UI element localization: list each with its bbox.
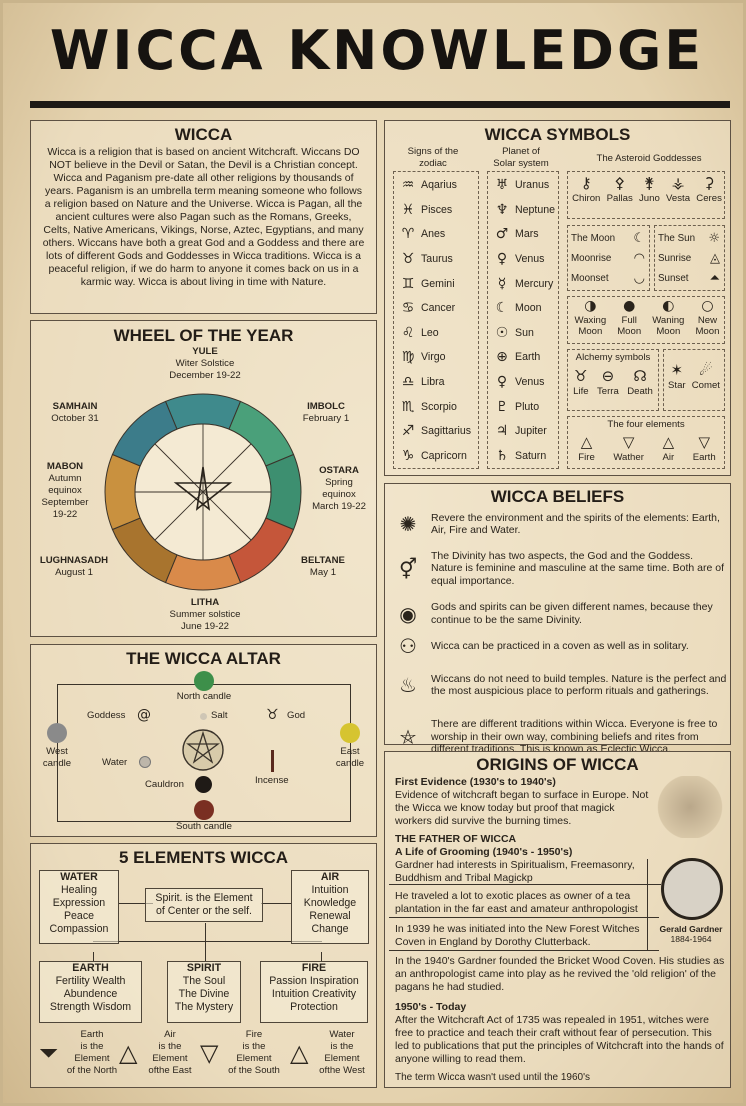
planet-item <box>491 370 559 395</box>
fire-triangle-icon: ▽ <box>200 1039 219 1067</box>
planet-item-label: Earth <box>515 351 541 364</box>
origins-section <box>384 751 731 1088</box>
sun-item <box>658 248 723 268</box>
sun-item-icon: ⏶ <box>709 270 720 286</box>
planet-item-label: Mars <box>515 228 539 241</box>
wicca-heading: WICCA <box>174 125 233 144</box>
element-symbol-item-label: Fire <box>578 452 595 463</box>
air-east-text: Air is the Element ofthe East <box>148 1029 192 1076</box>
symbols-section <box>384 120 731 476</box>
moon-item-label: Moonrise <box>571 252 612 264</box>
sun-item-label: The Sun <box>658 232 696 244</box>
planet-item <box>491 173 559 198</box>
sun-item-icon: ☼ <box>708 230 720 246</box>
zodiac-item <box>397 296 479 321</box>
beliefs-section <box>384 483 731 756</box>
belief-text: There are different traditions within Wicca. Everyone is free to worship in their own way, combining beliefs and rites from different traditions. This is known as Eclectic Wicca. <box>431 718 718 756</box>
zodiac-item-label: Anes <box>421 228 446 241</box>
zodiac-item-icon: ♒ <box>401 177 415 194</box>
moon-phase-item <box>695 298 719 337</box>
earth-triangle-icon: ⏷ <box>39 1039 59 1067</box>
alchemy-item-icon: ⊖ <box>601 367 615 385</box>
water-element-box: WATER Healing Expression Peace Compassion <box>39 870 119 944</box>
water-label: Water <box>102 757 128 768</box>
belief-text: Gods and spirits can be given different names, because they continue to be the same Divinity. <box>431 601 713 626</box>
origins-p3: In 1939 he was initiated into the New Forest Witches Coven in England by Dorothy Clutterback. <box>395 923 640 948</box>
goddess-label: Goddess <box>87 710 126 721</box>
altar-pentacle-icon <box>180 727 226 773</box>
star-comet-item-label: Comet <box>691 380 720 391</box>
yule-label: YULE Witer Solstice December 19-22 <box>169 346 241 381</box>
belief-text: Wicca can be practiced in a coven as well as in solitary. <box>431 639 689 652</box>
zodiac-item <box>397 247 479 272</box>
moon-phase-label: Waxing <box>574 315 607 326</box>
moon-item <box>571 248 648 268</box>
element-symbol-item-label: Wather <box>613 452 644 463</box>
planet-item-icon: ⊕ <box>496 349 508 366</box>
beltane-label: BELTANE May 1 <box>301 555 345 578</box>
planet-item-label: Neptune <box>515 203 556 216</box>
goddess-spiral-icon: @ <box>137 707 151 723</box>
god-horns-icon: ♉ <box>266 707 279 723</box>
moon-phase-label: Waning <box>652 315 685 326</box>
water-triangle-icon: △ <box>290 1039 309 1067</box>
asteroid-item-icon: ⚶ <box>671 174 685 192</box>
gardner-caption: Gerald Gardner 1884-1964 <box>659 924 723 944</box>
salt-label: Salt <box>211 710 228 721</box>
zodiac-item-icon: ♋ <box>401 300 415 317</box>
moon-item-icon: ☾ <box>633 230 645 246</box>
south-candle-label: South candle <box>175 821 232 832</box>
star-comet-item-icon: ☄ <box>699 361 713 379</box>
wheel-of-year-diagram <box>98 387 308 597</box>
belief-icon: ⚥ <box>398 556 418 581</box>
planet-item-icon: ☿ <box>497 275 507 292</box>
planet-item <box>491 222 559 247</box>
zodiac-item-icon: ♌ <box>401 324 415 341</box>
cauldron-icon <box>195 776 212 793</box>
first-evidence: First Evidence (1930's to 1940's) Evidence of witchcraft began to surface in Europe. Not the Wicca we know today but proof that magick workers did survive the burning times. <box>395 776 649 827</box>
symbols-heading: WICCA SYMBOLS <box>484 125 631 144</box>
moon-phase-label: Moon <box>656 326 681 337</box>
zodiac-item-label: Aqarius <box>421 179 457 192</box>
element-symbol-item <box>693 433 716 464</box>
alchemy-item-label: Terra <box>596 386 619 397</box>
west-candle-icon <box>47 723 67 743</box>
planet-item-label: Saturn <box>515 449 547 462</box>
fire-south-text: Fire is the Element of the South <box>228 1029 280 1076</box>
zodiac-item <box>397 444 479 469</box>
planet-item-label: Jupiter <box>515 425 547 438</box>
sun-item-label: Sunset <box>658 272 689 284</box>
spirit-center-box: Spirit. is the Element of Center or the self. <box>145 888 263 922</box>
east-candle-icon <box>340 723 360 743</box>
beliefs-heading: WICCA BELIEFS <box>490 487 625 506</box>
planet-item <box>491 247 559 272</box>
zodiac-item-label: Leo <box>421 326 439 339</box>
belief-icon: ◉ <box>399 601 417 626</box>
star-comet-item-label: Star <box>668 380 686 391</box>
belief-item <box>391 634 727 658</box>
title-rule <box>30 101 730 108</box>
mabon-label: MABON Autumn equinox September 19-22 <box>41 461 89 520</box>
star-comet-item <box>692 361 720 392</box>
asteroids-title: The Asteroid Goddesses <box>596 153 702 164</box>
moon-phase-label: Full <box>621 315 637 326</box>
zodiac-item-label: Capricorn <box>421 449 467 462</box>
water-bowl-icon <box>139 756 151 768</box>
asteroid-item <box>572 174 600 205</box>
planet-item-icon: ♆ <box>495 201 509 218</box>
belief-icon: ✺ <box>399 512 417 536</box>
element-symbol-item-icon: △ <box>580 433 593 451</box>
planet-item <box>491 296 559 321</box>
planet-item-label: Venus <box>515 253 545 266</box>
asteroid-item-label: Vesta <box>666 193 691 204</box>
element-symbol-item-icon: △ <box>662 433 675 451</box>
sun-item-label: Sunrise <box>658 252 692 264</box>
fire-element-box: FIRE Passion Inspiration Intuition Creativity Protection <box>260 961 368 1023</box>
air-element-box: AIR Intuition Knowledge Renewal Change <box>291 870 369 944</box>
asteroid-item-icon: ⚷ <box>580 174 592 192</box>
sun-item-icon: ◬ <box>710 250 720 266</box>
planet-item <box>491 198 559 223</box>
alchemy-item <box>573 367 588 398</box>
alchemy-item-icon: ♉ <box>574 367 588 385</box>
gerald-gardner-portrait <box>661 858 723 920</box>
earth-element-box: EARTH Fertility Wealth Abundence Strength Wisdom <box>39 961 142 1023</box>
zodiac-item <box>397 345 479 370</box>
south-candle-icon <box>194 800 214 820</box>
alchemy-title: Alchemy symbols <box>575 352 651 363</box>
ostara-label: OSTARA Spring equinox March 19-22 <box>312 465 366 512</box>
planet-item-icon: ☾ <box>495 300 509 317</box>
north-candle-icon <box>194 671 214 691</box>
zodiac-item-label: Pisces <box>421 203 453 216</box>
planet-item-label: Pluto <box>515 400 540 413</box>
zodiac-item-label: Scorpio <box>421 400 457 413</box>
lughnasadh-label: LUGHNASADH August 1 <box>39 555 109 578</box>
element-symbol-item-icon: ▽ <box>698 433 710 451</box>
moon-item-icon: ◠ <box>633 250 645 266</box>
belief-item <box>391 544 727 593</box>
belief-text: Wiccans do not need to build temples. Nature is the perfect and the most auspicious place to perform rituals and gatherings. <box>431 672 727 697</box>
alchemy-item-label: Life <box>573 386 589 397</box>
belief-text: Revere the environment and the spirits of the elements: Earth, Air, Fire and Water. <box>431 511 720 536</box>
zodiac-item-label: Gemini <box>421 277 455 290</box>
zodiac-item <box>397 321 479 346</box>
elements-heading: 5 ELEMENTS WICCA <box>118 848 289 867</box>
origins-p2: He traveled a lot to exotic places as owner of a tea plantation in the far east and amateur anthropologist <box>395 890 638 915</box>
zodiac-item-icon: ♐ <box>401 423 415 440</box>
asteroid-item <box>639 174 660 205</box>
moon-phase-label: Moon <box>695 326 720 337</box>
north-candle-label: North candle <box>176 691 232 702</box>
origins-p6: The term Wicca wasn't used until the 1960's <box>395 1072 591 1083</box>
altar-heading: THE WICCA ALTAR <box>126 649 281 668</box>
element-symbol-item <box>578 433 595 464</box>
star-comet-item-icon: ✶ <box>670 361 684 379</box>
zodiac-item <box>397 419 479 444</box>
zodiac-item <box>397 173 479 198</box>
altar-section <box>30 644 377 837</box>
wicca-text: Wicca is a religion that is based on ancient Witchcraft. Wiccans DO NOT believe in the Devil or Satan, the Devil is a Christian concept. Wicca and Paganism pre-date all other religions by thousands of years. Paganism is an umbrella term meaning someone who follows a religion based on Nature and the Universe. Wicca is Pagan, all the ancient cultures were also Pagan such as the Romans, Greeks, Celts, Native Americans, Vikings, Norse, Aztec, Egyptians, and many others. Wiccans have both a great God and a Goddess and there are lots of different Gods and Goddesses in Wicca traditions. Wicca is a peaceful religion, if we do harm to anyone it comes back on us in a karmic way. Wicca is about living in time with Nature. <box>42 146 365 288</box>
zodiac-item-icon: ♊ <box>401 275 415 292</box>
earth-north-text: Earth is the Element of the North <box>66 1029 118 1076</box>
planet-item-icon: ♃ <box>495 423 509 440</box>
east-candle-label: East candle <box>335 746 365 769</box>
element-symbol-item-icon: ▽ <box>622 433 635 451</box>
belief-item <box>391 506 727 542</box>
imbolc-label: IMBOLC February 1 <box>302 401 350 424</box>
litha-label: LITHA Summer solstice June 19-22 <box>169 597 241 632</box>
zodiac-item-label: Taurus <box>421 253 453 266</box>
water-west-text: Water is the Element ofthe West <box>319 1029 365 1076</box>
asteroid-item-label: Juno <box>638 193 660 204</box>
planet-item <box>491 394 559 419</box>
planet-item-label: Moon <box>515 302 542 315</box>
zodiac-item-icon: ♉ <box>401 251 415 268</box>
moon-phase-icon: ◑ <box>584 298 597 314</box>
zodiac-item-icon: ♍ <box>401 349 415 366</box>
belief-item <box>391 660 727 710</box>
zodiac-item <box>397 370 479 395</box>
planet-item-label: Mercury <box>515 277 554 290</box>
planet-item-label: Venus <box>515 376 545 389</box>
moon-item-label: Moonset <box>571 272 609 284</box>
planets-column-title: Planet of Solar system <box>493 146 549 169</box>
zodiac-item-icon: ♑ <box>401 447 415 464</box>
wheel-section <box>30 320 377 637</box>
zodiac-column-title: Signs of the zodiac <box>407 146 459 169</box>
zodiac-item-label: Libra <box>421 376 445 389</box>
moon-phase-icon: ◐ <box>662 298 675 314</box>
origins-p4: In the 1940's Gardner founded the Bricket Wood Coven. His studies as an anthropologist came into play as he revived the 'old religion' of the pagans he had studied. <box>395 955 725 993</box>
asteroid-item-icon: ⚴ <box>614 174 626 192</box>
origins-heading: ORIGINS OF WICCA <box>476 755 639 774</box>
asteroid-item-icon: ⚳ <box>703 174 715 192</box>
page-title: WICCA KNOWLEDGE <box>49 19 705 82</box>
father-of-wicca: THE FATHER OF WICCA A Life of Grooming (1940's - 1950's) Gardner had interests in Spiritualism, Freemasonry, Buddhism and Tribal Magickp <box>395 833 635 884</box>
asteroid-item <box>696 174 722 205</box>
element-symbol-item-label: Earth <box>692 452 716 463</box>
planet-item-icon: ♅ <box>495 177 509 194</box>
elements-section <box>30 843 377 1088</box>
planet-item-label: Sun <box>515 326 534 339</box>
belief-icon: ⛤ <box>400 725 416 749</box>
moon-item-label: The Moon <box>571 232 616 244</box>
moon-phase-icon: ○ <box>701 298 714 314</box>
wheel-heading: WHEEL OF THE YEAR <box>113 326 294 345</box>
zodiac-item <box>397 271 479 296</box>
incense-label: Incense <box>255 775 289 786</box>
belief-icon: ⚇ <box>399 634 417 658</box>
asteroid-item <box>607 174 633 205</box>
alchemy-item-label: Death <box>627 386 653 397</box>
moon-phase-label: Moon <box>578 326 603 337</box>
element-symbol-item <box>613 433 644 464</box>
asteroid-item-label: Pallas <box>606 193 633 204</box>
planet-item <box>491 444 559 469</box>
west-candle-label: West candle <box>42 746 72 769</box>
zodiac-item-label: Sagittarius <box>421 425 472 438</box>
asteroid-item-label: Ceres <box>696 193 722 204</box>
alchemy-item-icon: ☊ <box>633 367 647 385</box>
salt-icon <box>200 713 207 720</box>
element-symbol-item <box>662 433 674 464</box>
planet-item-icon: ♀ <box>496 374 508 391</box>
zodiac-item <box>397 394 479 419</box>
moon-item <box>571 228 648 248</box>
planet-item-icon: ♇ <box>495 398 509 415</box>
samhain-label: SAMHAIN October 31 <box>51 401 99 424</box>
spirit-element-box: SPIRIT The Soul The Divine The Mystery <box>167 961 241 1023</box>
moon-item-icon: ◡ <box>633 270 645 286</box>
zodiac-item <box>397 222 479 247</box>
planet-item-icon: ☉ <box>495 324 509 341</box>
moon-phase-label: Moon <box>617 326 642 337</box>
moon-phase-item <box>575 298 607 337</box>
asteroid-item-label: Chiron <box>572 193 601 204</box>
origins-1950: 1950's - Today After the Witchcraft Act of 1735 was repealed in 1951, witches were free to practice and teach their craft without fear of persecution. This led to publications that put the principles of Witchcraft into the hands of anyone willing to read them. <box>395 1001 724 1065</box>
moon-phase-item <box>617 298 641 337</box>
planet-item-icon: ♂ <box>495 226 509 243</box>
zodiac-item-label: Virgo <box>421 351 446 364</box>
planet-item-icon: ♄ <box>495 447 509 464</box>
planet-item <box>491 419 559 444</box>
incense-stick-icon <box>271 750 274 772</box>
air-triangle-icon: △ <box>119 1039 138 1067</box>
alchemy-item <box>597 367 619 398</box>
planet-item <box>491 321 559 346</box>
moon-phase-item <box>652 298 684 337</box>
belief-item <box>391 595 727 632</box>
wicca-section <box>30 120 377 314</box>
zodiac-item-icon: ♓ <box>401 201 415 218</box>
asteroid-item-icon: ⚵ <box>643 174 655 192</box>
zodiac-item-label: Cancer <box>421 302 456 315</box>
belief-icon: ♨ <box>399 673 417 697</box>
planet-item-icon: ♀ <box>496 251 508 268</box>
sun-item <box>658 228 723 248</box>
asteroid-item <box>666 174 690 205</box>
cauldron-label: Cauldron <box>145 779 184 790</box>
god-label: God <box>287 710 306 721</box>
witch-burning-illustration <box>657 776 723 838</box>
moon-phase-label: New <box>697 315 718 326</box>
zodiac-item-icon: ♈ <box>401 226 415 243</box>
moon-phase-icon: ● <box>623 298 636 314</box>
planet-item-label: Uranus <box>515 179 550 192</box>
zodiac-item-icon: ♏ <box>401 398 415 415</box>
moon-item <box>571 268 648 288</box>
star-comet-item <box>668 361 686 392</box>
four-elements-title: The four elements <box>607 419 685 430</box>
sun-item <box>658 268 723 288</box>
element-symbol-item-label: Air <box>662 452 675 463</box>
zodiac-item-icon: ♎ <box>401 374 415 391</box>
zodiac-item <box>397 198 479 223</box>
belief-text: The Divinity has two aspects, the God and the Goddess. Nature is feminine and masculine at the same time. Both are of equal importance. <box>431 549 724 587</box>
alchemy-item <box>627 367 653 398</box>
planet-item <box>491 345 559 370</box>
planet-item <box>491 271 559 296</box>
